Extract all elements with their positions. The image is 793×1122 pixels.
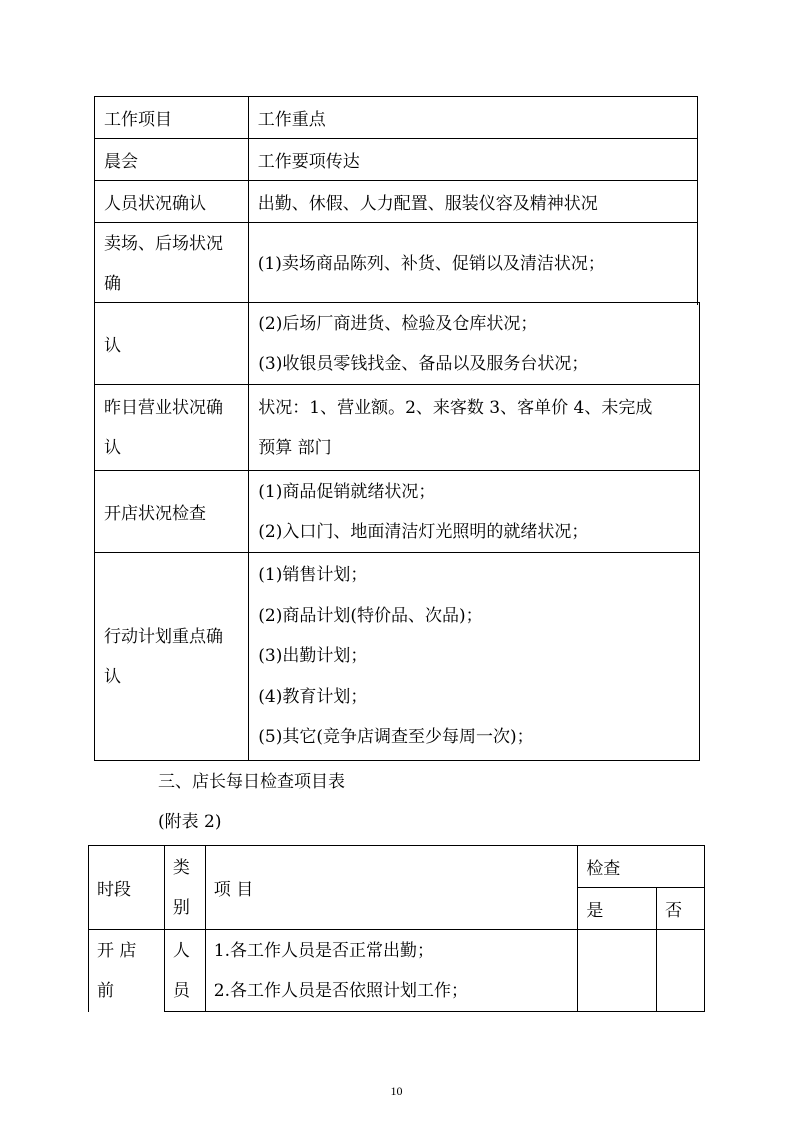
work-focus-table-part2 <box>94 302 700 761</box>
page-number: 10 <box>390 1084 403 1098</box>
row-period-line: 开 店 <box>97 940 137 961</box>
row-item-line: 认 <box>104 437 121 458</box>
header-category-line: 类 <box>172 857 190 878</box>
row-focus-line: (1)商品促销就绪状况； <box>258 481 436 502</box>
table-row <box>95 553 700 761</box>
row-item-line: 1.各工作人员是否正常出勤； <box>213 940 435 961</box>
table-row <box>95 385 700 471</box>
row-item-line: 昨日营业状况确 <box>104 397 223 418</box>
table-row <box>95 139 698 181</box>
manager-daily-check-table <box>88 845 705 1012</box>
row-item: 认 <box>95 303 249 385</box>
table-row <box>95 181 698 223</box>
row-item <box>95 553 249 761</box>
row-focus <box>249 471 700 553</box>
row-item-line: 认 <box>104 666 121 687</box>
header-item: 项 目 <box>205 846 578 930</box>
row-focus-line: (5)其它(竞争店调查至少每周一次)； <box>258 727 534 748</box>
header-no: 否 <box>657 888 705 930</box>
row-focus <box>249 303 700 385</box>
header-period: 时段 <box>89 846 165 930</box>
annex-label: (附表 2) <box>158 812 222 832</box>
row-item-line: 行动计划重点确 <box>104 626 223 647</box>
header-yes: 是 <box>578 888 657 930</box>
row-item-line: 2.各工作人员是否依照计划工作； <box>213 980 469 1001</box>
row-period <box>89 930 165 1012</box>
row-item-line: 确 <box>104 273 121 294</box>
row-focus-line: (3)收银员零钱找金、备品以及服务台状况； <box>258 353 589 374</box>
row-category-line: 员 <box>172 980 190 1001</box>
row-focus-line: (1)销售计划； <box>258 565 368 586</box>
row-item: 开店状况检查 <box>95 471 249 553</box>
row-item <box>95 223 249 305</box>
row-focus-line: 预算 部门 <box>258 437 332 458</box>
row-item: 晨会 <box>95 139 249 181</box>
row-focus: 出勤、休假、人力配置、服装仪容及精神状况 <box>248 181 697 223</box>
row-item: 人员状况确认 <box>95 181 249 223</box>
header-work-item: 工作项目 <box>95 97 249 139</box>
row-items <box>205 930 578 1012</box>
header-category-line: 别 <box>172 897 190 918</box>
row-focus-line: (2)入口门、地面清洁灯光照明的就绪状况； <box>258 521 589 542</box>
row-item <box>95 385 249 471</box>
row-category <box>164 930 205 1012</box>
row-focus-line: (3)出勤计划； <box>258 646 368 667</box>
row-check-no <box>657 930 705 1012</box>
row-focus <box>249 385 700 471</box>
row-focus-line: (2)后场厂商进货、检验及仓库状况； <box>258 313 538 334</box>
row-focus: 工作要项传达 <box>248 139 697 181</box>
work-focus-table-part1 <box>94 96 698 305</box>
table-row <box>89 930 705 1012</box>
row-focus-line: (2)商品计划(特价品、次品)； <box>258 605 483 626</box>
row-item-line: 卖场、后场状况 <box>104 233 223 254</box>
row-focus <box>249 553 700 761</box>
header-check: 检查 <box>578 846 705 888</box>
row-period-line: 前 <box>97 980 114 1001</box>
table-row <box>95 471 700 553</box>
header-category <box>164 846 205 930</box>
table-header-row <box>89 846 705 888</box>
row-category-line: 人 <box>172 940 190 961</box>
row-focus <box>248 223 697 305</box>
table-header-row <box>95 97 698 139</box>
table-row <box>95 303 700 385</box>
row-focus-line: 状况：1、营业额。2、来客数 3、客单价 4、未完成 <box>258 397 653 418</box>
row-focus-line: (4)教育计划； <box>258 686 368 707</box>
row-check-yes <box>578 930 657 1012</box>
row-focus-line: (1)卖场商品陈列、补货、促销以及清洁状况； <box>257 254 605 274</box>
table-row <box>95 223 698 305</box>
section-title: 三、店长每日检查项目表 <box>158 772 345 792</box>
header-work-focus: 工作重点 <box>248 97 697 139</box>
